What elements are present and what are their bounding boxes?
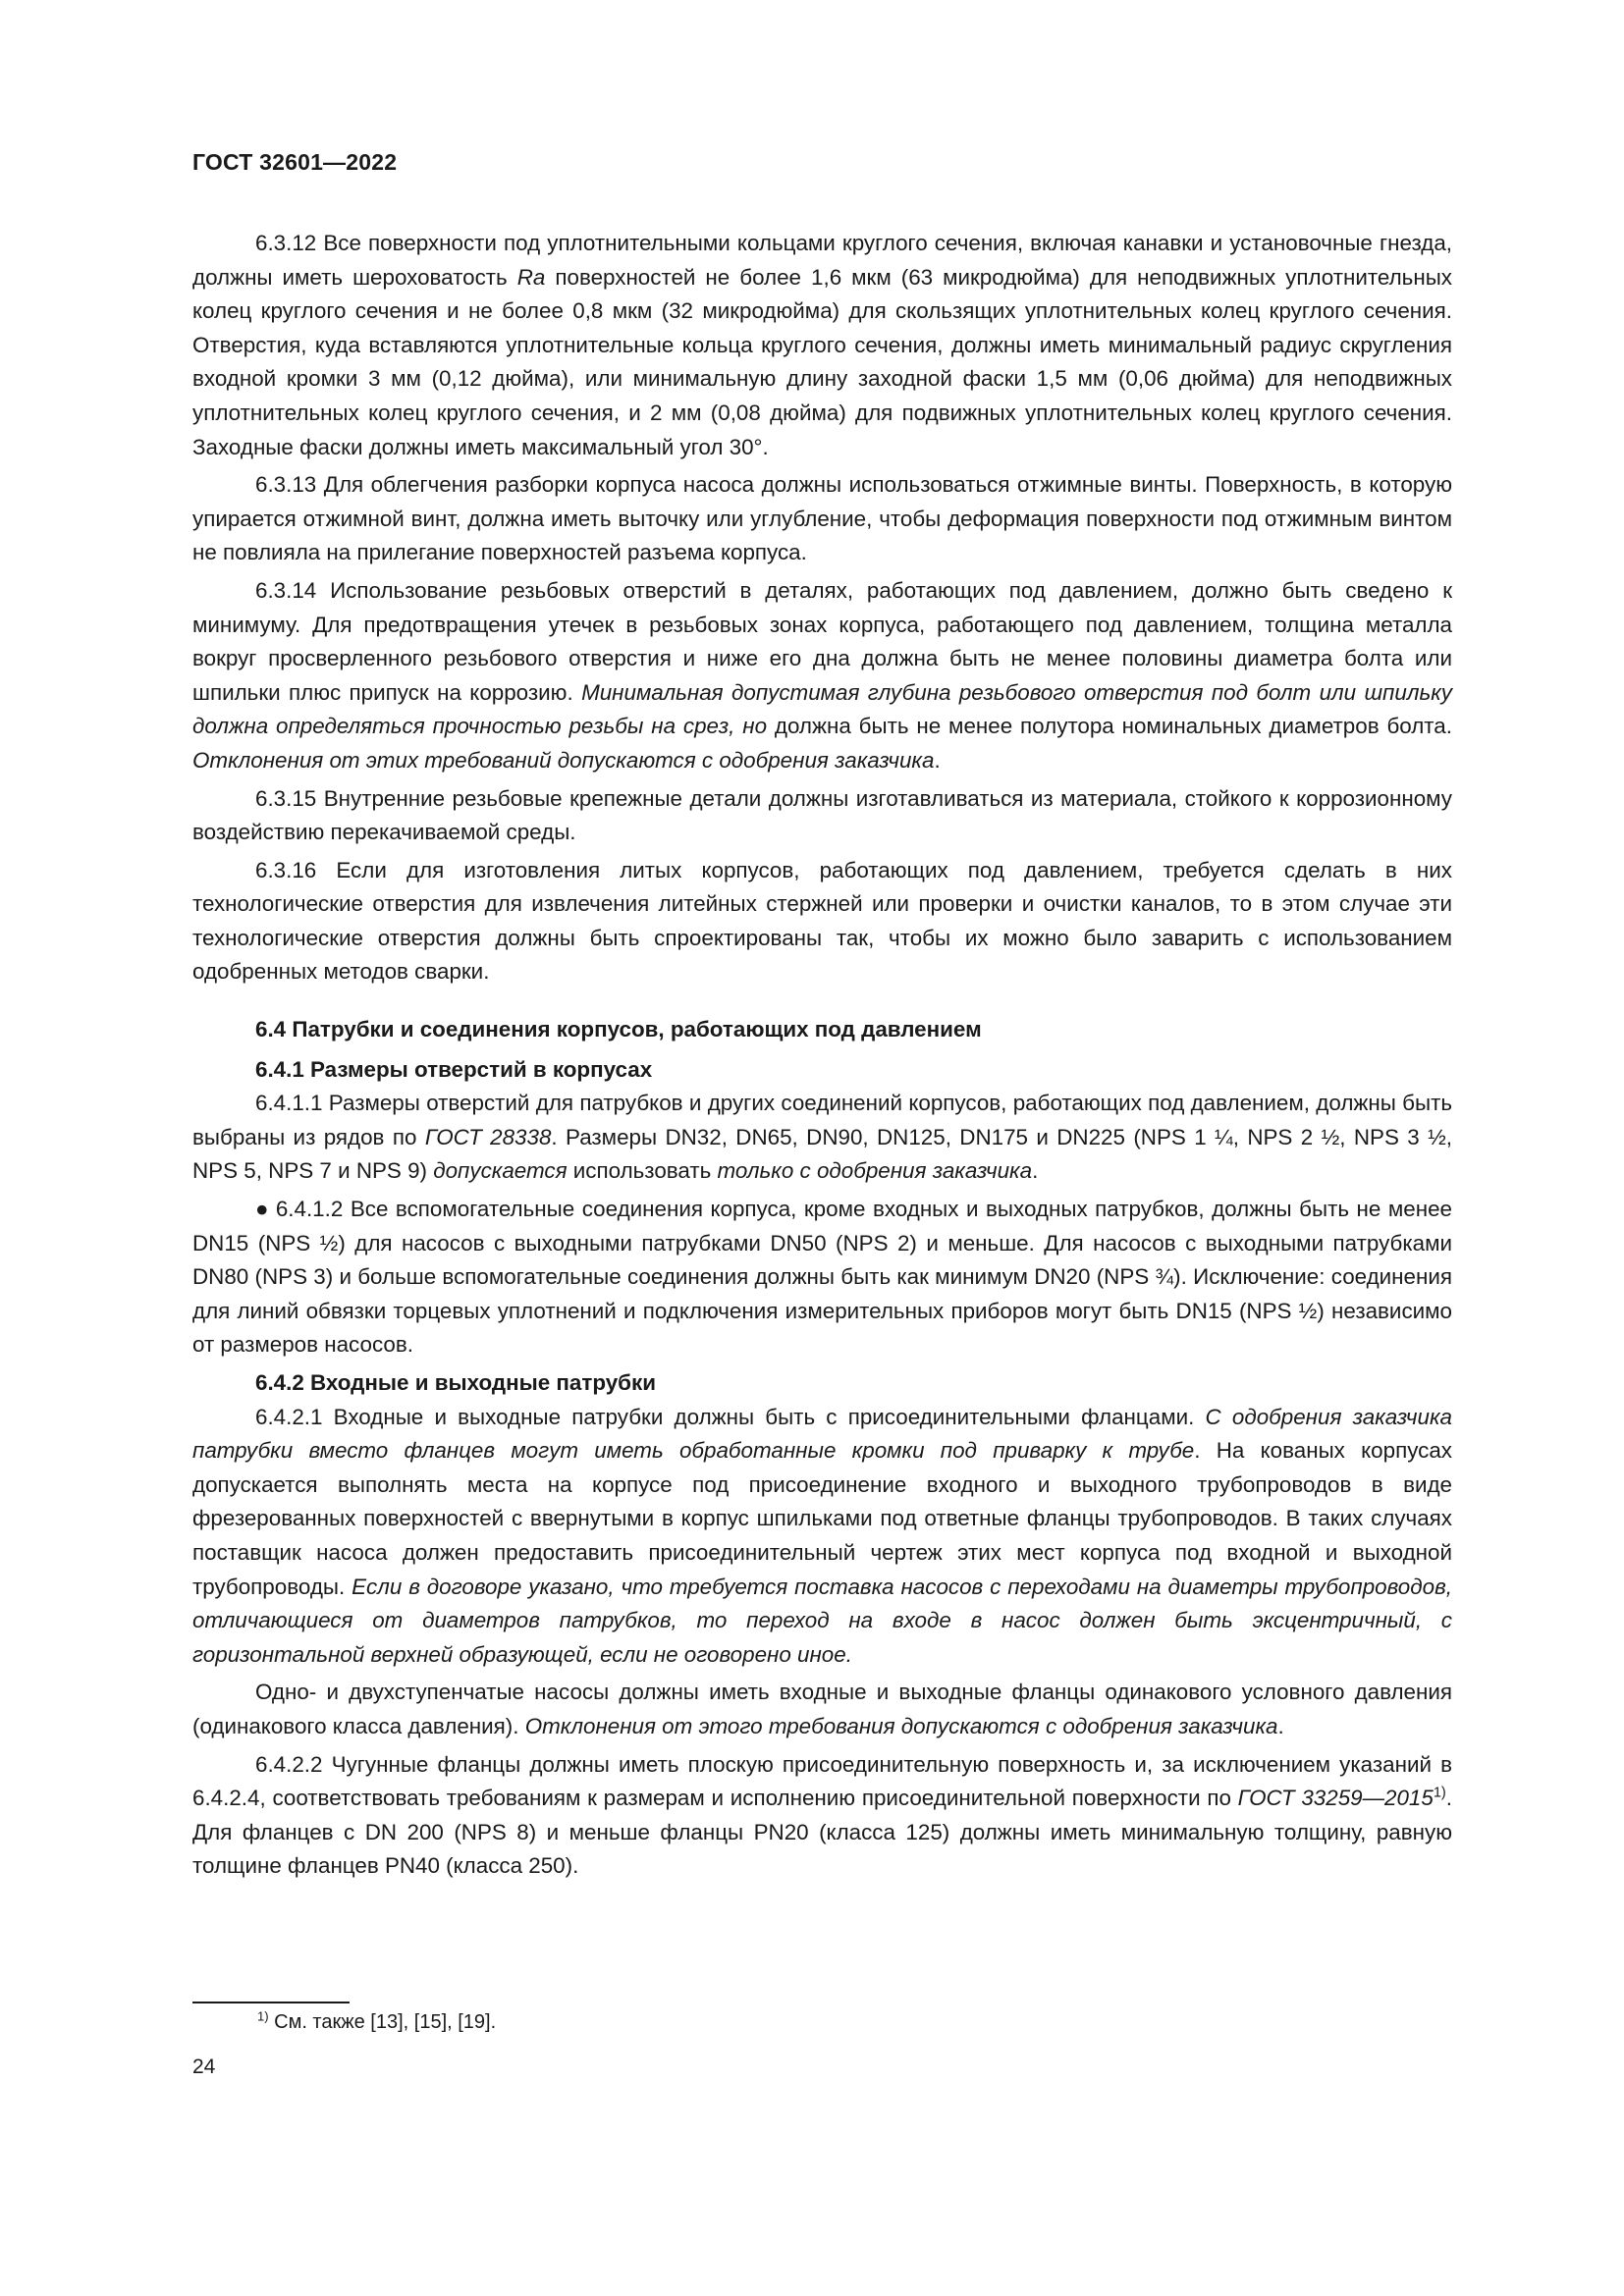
footnote <box>257 2008 497 2034</box>
footnote-text: См. также [13], [15], [19]. <box>268 2011 497 2033</box>
paragraph-6-3-12: 6.3.12 Все поверхности под уплотнительными кольцами круглого сечения, включая канавки и установочные гнезда, должны иметь шероховатость Ra поверхностей не более 1,6 мкм (63 микродюйма) для неподвижных уплотнительных колец круглого сечения и не более 0,8 мкм (32 микродюйма) для скользящих уплотнительных колец круглого сечения. Отверстия, куда вставляются уплотнительные кольца круглого сечения, должны иметь минимальный радиус скругления входной кромки 3 мм (0,12 дюйма), или минимальную длину заходной фаски 1,5 мм (0,06 дюйма) для неподвижных уплотнительных колец круглого сечения, и 2 мм (0,08 дюйма) для подвижных уплотнительных колец круглого сечения. Заходные фаски должны иметь максимальный угол 30°. <box>192 231 1452 459</box>
paragraph-6-4-1-1: 6.4.1.1 Размеры отверстий для патрубков и других соединений корпусов, работающих под давлением, должны быть выбраны из рядов по ГОСТ 28338. Размеры DN32, DN65, DN90, DN125, DN175 и DN225 (NPS 1 ¼, NPS 2 ½, NPS 3 ½, NPS 5, NPS 7 и NPS 9) допускается использовать только с одобрения заказчика. <box>192 1091 1452 1184</box>
paragraph-6-4-1-2: ● 6.4.1.2 Все вспомогательные соединения корпуса, кроме входных и выходных патрубков, должны быть не менее DN15 (NPS ½) для насосов с выходными патрубками DN50 (NPS 2) и меньше. Для насосов с выходными патрубками DN80 (NPS 3) и больше вспомогательные соединения должны быть как минимум DN20 (NPS ¾). Исключение: соединения для линий обвязки торцевых уплотнений и подключения измерительных приборов могут быть DN15 (NPS ½) независимо от размеров насосов. <box>192 1197 1452 1358</box>
footnote-marker: 1) <box>257 2008 269 2024</box>
footnote-divider <box>192 2002 350 2003</box>
footnote-ref: 1) <box>1433 1785 1446 1801</box>
document-body <box>192 227 1452 1884</box>
paragraph-stages: Одно- и двухступенчатые насосы должны иметь входные и выходные фланцы одинакового условного давления (одинакового класса давления). Отклонения от этого требования допускаются с одобрения заказчика. <box>192 1680 1452 1738</box>
paragraph-6-3-15: 6.3.15 Внутренние резьбовые крепежные детали должны изготавливаться из материала, стойкого к коррозионному воздействию перекачиваемой среды. <box>192 785 1452 845</box>
paragraph-6-3-13: 6.3.13 Для облегчения разборки корпуса насоса должны использоваться отжимные винты. Поверхность, в которую упирается отжимной винт, должна иметь выточку или углубление, чтобы деформация поверхности под отжимным винтом не повлияла на прилегание поверхностей разъема корпуса. <box>192 472 1452 565</box>
heading-6-4: 6.4 Патрубки и соединения корпусов, работающих под давлением <box>255 1017 982 1042</box>
paragraph-6-3-14: 6.3.14 Использование резьбовых отверстий в деталях, работающих под давлением, должно быть сведено к минимуму. Для предотвращения утечек в резьбовых зонах корпуса, работающего под давлением, толщина металла вокруг просверленного резьбового отверстия и ниже его дна должна быть не менее половины диаметра болта или шпильки плюс припуск на коррозию. Минимальная допустимая глубина резьбового отверстия под болт или шпильку должна определяться прочностью резьбы на срез, но должна быть не менее полутора номинальных диаметров болта. Отклонения от этих требований допускаются с одобрения заказчика. <box>192 577 1453 773</box>
paragraph-6-4-2-1: 6.4.2.1 Входные и выходные патрубки должны быть с присоединительными фланцами. С одобрения заказчика патрубки вместо фланцев могут иметь обработанные кромки под приварку к трубе. На кованых корпусах допускается выполнять места на корпусе под присоединение входного и выходного трубопроводов в виде фрезерованных поверхностей с ввернутыми в корпус шпильками под ответные фланцы трубопроводов. В таких случаях поставщик насоса должен предоставить присоединительный чертеж этих мест корпуса под входной и выходной трубопроводы. Если в договоре указано, что требуется поставка насосов с переходами на диаметры трубопроводов, отличающиеся от диаметров патрубков, то переход на входе в насос должен быть эксцентричный, с горизонтальной верхней образующей, если не оговорено иное. <box>192 1404 1452 1667</box>
heading-6-4-2: 6.4.2 Входные и выходные патрубки <box>255 1370 656 1395</box>
heading-6-4-1: 6.4.1 Размеры отверстий в корпусах <box>255 1056 653 1082</box>
page-number: 24 <box>192 2056 216 2078</box>
paragraph-6-3-16: 6.3.16 Если для изготовления литых корпусов, работающих под давлением, требуется сделать в них технологические отверстия для извлечения литейных стержней или проверки и очистки каналов, то в этом случае эти технологические отверстия должны быть спроектированы так, чтобы их можно было заварить с использованием одобренных методов сварки. <box>192 857 1452 985</box>
bullet-marker: ● <box>255 1197 270 1222</box>
document-header: ГОСТ 32601—2022 <box>192 149 398 175</box>
paragraph-6-4-2-2: 6.4.2.2 Чугунные фланцы должны иметь плоскую присоединительную поверхность и, за исключением указаний в 6.4.2.4, соответствовать требованиям к размерам и исполнению присоединительной поверхности по ГОСТ 33259—2015$^{1)}$. Для фланцев с DN 200 (NPS 8) и меньше фланцы PN20 (класса 125) должны иметь минимальную толщину, равную толщине фланцев PN40 (класса 250). <box>192 1751 1452 1879</box>
